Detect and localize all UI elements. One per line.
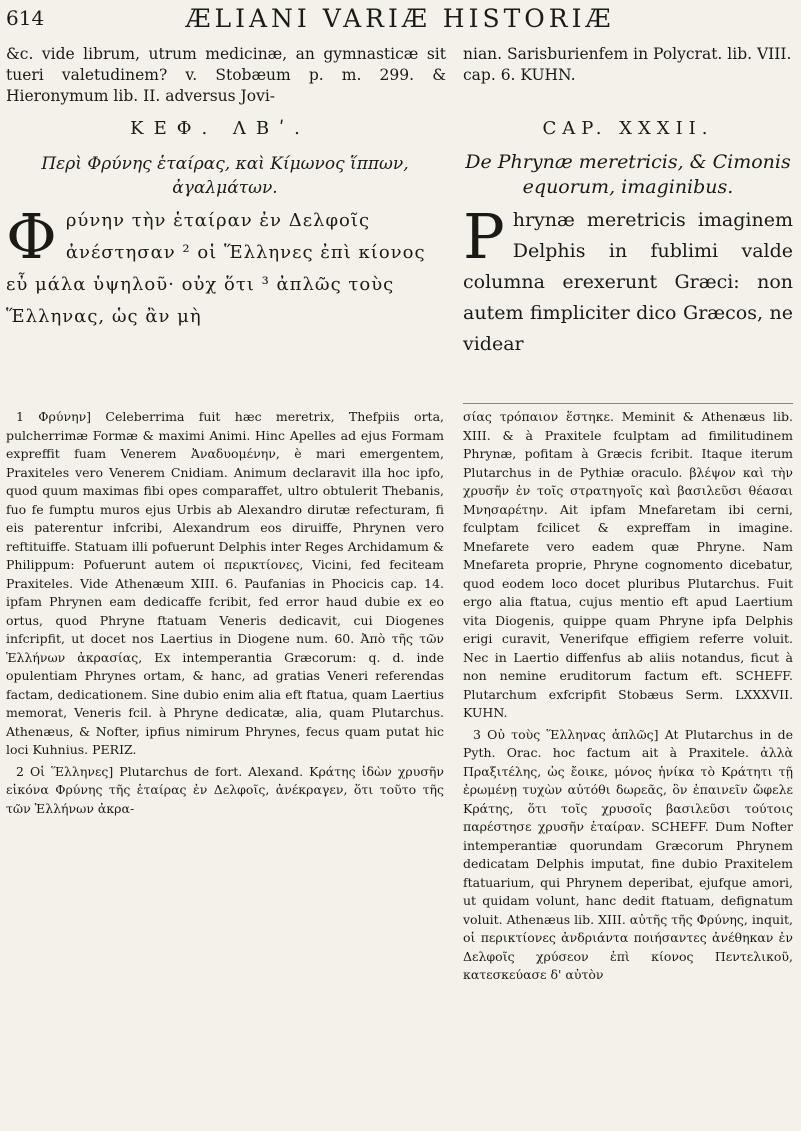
main-text-greek [6, 200, 440, 333]
footnotes-left [6, 408, 444, 821]
page-number: 614 [6, 6, 45, 30]
continued-note-right: nian. Sarisburienfem in Polycrat. lib. VIII. cap. 6. KUHN. [463, 45, 792, 84]
chapter-heading-greek: ΚΕΦ. ΛΒʹ. [130, 118, 310, 139]
latin-text-body: hrynæ meretricis imaginem Delphis in fublimi valde columna erexerunt Græci: non autem fimpliciter dico Græcos, ne videar [463, 209, 793, 355]
chapter-title-greek: Περὶ Φρύνης ἑταίρας, καὶ Κίμωνος ἵππων, ἀγαλμάτων. [41, 154, 409, 198]
divider [463, 403, 793, 404]
chapter-heading-latin: CAP. XXXII. [542, 118, 714, 139]
footnote: σίας τρόπαιον ἕστηκε. Meminit & Athenæus lib. XIII. & à Praxitele fculptam ad fimilitudinem Phrynæ, pofitam à Græcis fcribit. Itaque iterum Plutarchus in de Pythiæ oraculo. βλέψον καὶ τὴν χρυσῆν ἐν τοῖς στρατηγοῖς καὶ βασιλεῦσι θέασαι Μνησαρέτην. Ait ipfam Mnefaretam ibi cerni, fculptam fcilicet & expreffam in imagine. Mnefarete vero eadem quæ Phryne. Nam Mnefareta proprie, Phryne cognomento dicebatur, quod eodem loco docet pluribus Plutarchus. Fuit ergo alia ftatua, cujus mentio eft apud Laertium vita Diogenis, quippe quam Phryne ipfa Delphis erigi curavit, Venerifque effigiem referre voluit. Nec in Laertio diffenfus ab aliis notandus, ficut à non nemine eruditorum factum eft. SCHEFF. Plutarchum exfcripfit Stobæus Serm. LXXXVII. KUHN. [463, 409, 793, 720]
footnote: 2 Οἱ Ἕλληνες] Plutarchus de fort. Alexand. Κράτης ἰδὼν χρυσῆν εἰκόνα Φρύνης τῆς ἑταίρας ἐν Δελφοῖς, ἀνέκραγεν, ὅτι τοῦτο τῆς τῶν Ἑλλήνων ἀκρα- [6, 763, 444, 816]
drop-cap-greek: Φ [6, 200, 58, 273]
chapter-title-latin: De Phrynæ meretricis, & Cimonis equorum, imaginibus. [465, 151, 791, 198]
drop-cap-latin: P [463, 200, 505, 273]
footnote: 1 Φρύνην] Celeberrima fuit hæc meretrix, Thefpiis orta, pulcherrimæ Formæ & maximi Animi. Hinc Apelles ad ejus Formam expreffit fuam Venerem Ἀναδυομένην, è mari emergentem, Praxiteles vero Venerem Cnidiam. Animum declaravit illa hoc ipfo, quod quum maximas fibi opes comparaffet, ultro obtulerit Thebanis, fuo fe fumptu muros ejus Urbis ab Alexandro dirutæ refecturam, fi eis paterentur infcribi, Alexandrum eos diruiffe, Phrynen vero reftituiffe. Statuam illi pofuerunt Delphis inter Reges Archidamum & Philippum: Pofuerunt autem οἱ περικτίονες, Vicini, fed feciteam Praxiteles. Vide Athenæum XIII. 6. Paufanias in Phocicis cap. 14. ipfam Phrynen eam dedicaffe fcribit, fed error haud dubie ex eo ortus, quod Phryne ftatuam Veneris dedicavit, cui Diogenes infcripfit, ut docet nos Laertius in Diogene num. 60. Ἀπὸ τῆς τῶν Ἑλλήνων ἀκρασίας, Ex intemperantia Græcorum: q. d. inde opulentiam Phrynes ortam, & hanc, ad gratias Veneri referendas factam, dedicationem. Sine dubio enim alia eft ftatua, quam Laertius memorat, Veneris fcil. à Phryne dedicatæ, alia, quam Plutarchus. Athenæus, & Nofter, ipfius nimirum Phrynes, fecus quam putat hic loci Kuhnius. PERIZ. [6, 409, 444, 757]
footnote: 3 Οὐ τοὺς Ἕλληνας ἁπλῶς] At Plutarchus in de Pyth. Orac. hoc factum ait à Praxitele. ἀλλὰ Πραξιτέλης, ὡς ἔοικε, μόνος ἡνίκα τὸ Κράτητι τῇ ἐρωμένῃ τυχὼν αὐτόθι δωρεᾶς, ὃν ἐπαινεῖν ὤφελε Κράτης, ὅτι τοῖς χρυσοῖς βασιλεῦσι τούτοις παρέστησε χρυσῆν ἑταίραν. SCHEFF. Dum Nofter intemperantiæ quorundam Græcorum Phrynem dedicatam Delphis imputat, fine dubio Praxitelem ftatuarium, qui Phrynem deperibat, ejufque amori, ut quidam volunt, hanc dedit ftatuam, defignatum voluit. Athenæus lib. XIII. αὐτῆς τῆς Φρύνης, inquit, οἱ περικτίονες ἀνδριάντα ποιήσαντες ἀνέθηκαν ἐν Δελφοῖς χρύσεον ἐπὶ κίονος Πεντελικοῦ, κατεσκεύασε δ' αὐτὸν [463, 726, 793, 982]
running-title: ÆLIANI VARIÆ HISTORIÆ [185, 4, 615, 33]
continued-note-left: &c. vide librum, utrum medicinæ, an gymnasticæ sit tueri valetudinem? v. Stobæum p. m. 299. & Hieronymum lib. II. adversus Jovi- [6, 45, 446, 105]
greek-text-body: ρύνην τὴν ἑταίραν ἐν Δελφοῖς ἀνέστησαν ² οἱ Ἕλληνες ἐπὶ κίονος εὖ μάλα ὑψηλοῦ· οὐχ ὅτι ³ ἀπλῶς τοὺς Ἕλληνας, ὡς ἂν μὴ [6, 210, 426, 327]
running-head [0, 4, 801, 44]
footnotes-right [463, 408, 793, 988]
main-text-latin [463, 200, 793, 360]
